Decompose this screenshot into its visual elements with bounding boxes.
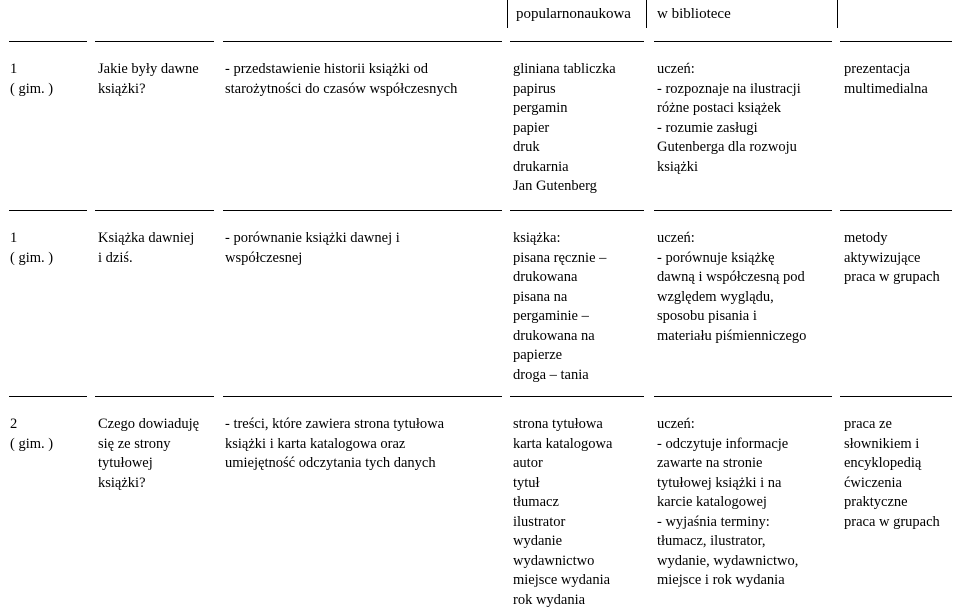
lesson-number: 1 ( gim. ) — [10, 61, 54, 97]
lesson-methods: praca ze słownikiem i encyklopedią ćwiczenia praktyczne praca w grupach — [844, 416, 940, 530]
lesson-number: 2 ( gim. ) — [10, 416, 54, 452]
lesson-topic: Czego dowiaduję się ze strony tytułowej książki? — [98, 416, 200, 491]
lesson-number: 1 ( gim. ) — [10, 230, 54, 266]
lesson-terms: strona tytułowa karta katalogowa autor tytuł tłumacz ilustrator wydanie wydawnictwo miejsce wydania rok wydania — [513, 416, 613, 608]
lesson-outcomes: uczeń: - porównuje książkę dawną i współczesną pod względem wyglądu, sposobu pisania i materiału piśmienniczego — [657, 230, 807, 344]
top-continuation-row — [0, 0, 959, 28]
top-cell-content: popularnonaukowa — [507, 0, 655, 28]
lesson-content: - porównanie książki dawnej i współczesnej — [225, 230, 400, 266]
lesson-content: - treści, które zawiera strona tytułowa książki i karta katalogowa oraz umiejętność odczytania tych danych — [225, 416, 445, 471]
lesson-topic: Jakie były dawne książki? — [98, 61, 199, 97]
lesson-methods: prezentacja multimedialna — [844, 61, 928, 97]
lesson-outcomes: uczeń: - rozpoznaje na ilustracji różne postaci książek - rozumie zasługi Gutenberga dla rozwoju książki — [657, 61, 801, 175]
lesson-topic: Książka dawniej i dziś. — [98, 230, 195, 266]
lesson-terms: książka: pisana ręcznie – drukowana pisana na pergaminie – drukowana na papierze droga – tania — [513, 230, 607, 383]
lesson-content: - przedstawienie historii książki od starożytności do czasów współczesnych — [225, 61, 458, 97]
top-cell-materials: w bibliotece — [646, 0, 838, 28]
lesson-methods: metody aktywizujące praca w grupach — [844, 230, 940, 285]
lesson-outcomes: uczeń: - odczytuje informacje zawarte na stronie tytułowej książki i na karcie katalogowej - wyjaśnia terminy: tłumacz, ilustrator, wydanie, wydawnictwo, miejsce i rok wydania — [657, 416, 799, 588]
lesson-terms: gliniana tabliczka papirus pergamin papier druk drukarnia Jan Gutenberg — [513, 61, 616, 194]
